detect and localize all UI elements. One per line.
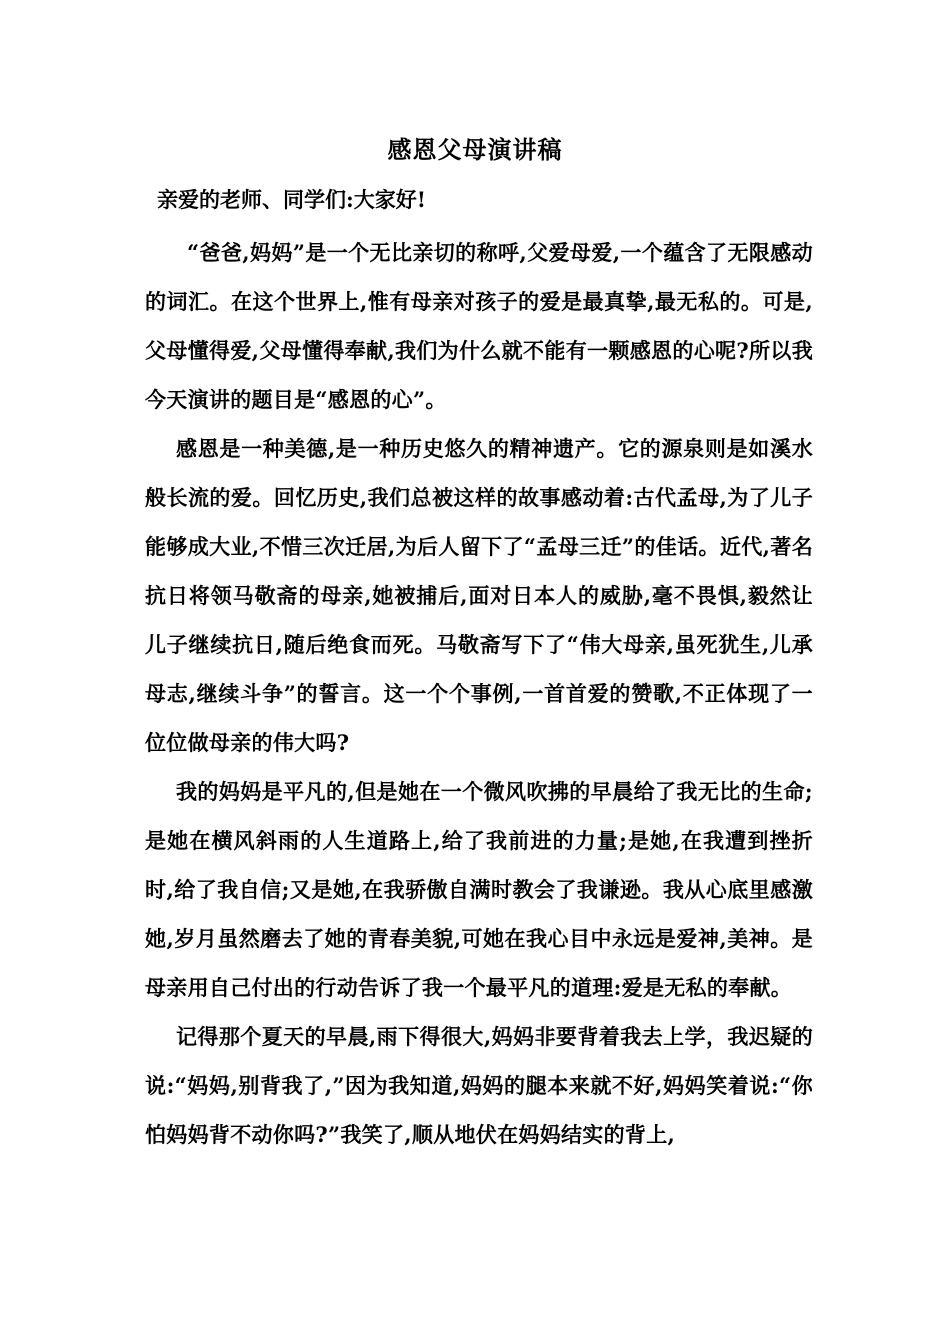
page-title: 感恩父母演讲稿 — [387, 135, 563, 164]
greeting-line: 亲爱的老师、同学们:大家好! — [157, 187, 426, 212]
paragraph-4: 记得那个夏天的早晨,雨下得很大,妈妈非要背着我去上学，我迟疑的说:“妈妈,别背我了,”因为我知道,妈妈的腿本来就不好,妈妈笑着说:“你怕妈妈背不动你吗?”我笑了,顺从地伏在妈妈结实的背上, — [145, 1024, 813, 1147]
paragraph-1: “爸爸,妈妈”是一个无比亲切的称呼,父爱母爱,一个蕴含了无限感动的词汇。在这个世界上,惟有母亲对孩子的爱是最真挚,最无私的。可是,父母懂得爱,父母懂得奉献,我们为什么就不能有一颗感恩的心呢?所以我今天演讲的题目是“感恩的心”。 — [145, 240, 813, 412]
speech-body — [145, 228, 813, 1159]
paragraph-2: 感恩是一种美德,是一种历史悠久的精神遗产。它的源泉则是如溪水般长流的爱。回忆历史,我们总被这样的故事感动着:古代孟母,为了儿子能够成大业,不惜三次迁居,为后人留下了“孟母三迁”的佳话。近代,著名抗日将领马敬斋的母亲,她被捕后,面对日本人的威胁,毫不畏惧,毅然让儿子继续抗日,随后绝食而死。马敬斋写下了“伟大母亲,虽死犹生,儿承母志,继续斗争”的誓言。这一个个事例,一首首爱的赞歌,不正体现了一位位做母亲的伟大吗? — [145, 436, 813, 755]
paragraph-3: 我的妈妈是平凡的,但是她在一个微风吹拂的早晨给了我无比的生命;是她在横风斜雨的人生道路上,给了我前进的力量;是她,在我遭到挫折时,给了我自信;又是她,在我骄傲自满时教会了我谦逊。我从心底里感激她,岁月虽然磨去了她的青春美貌,可她在我心目中永远是爱神,美神。是母亲用自己付出的行动告诉了我一个最平凡的道理:爱是无私的奉献。 — [145, 779, 813, 1000]
